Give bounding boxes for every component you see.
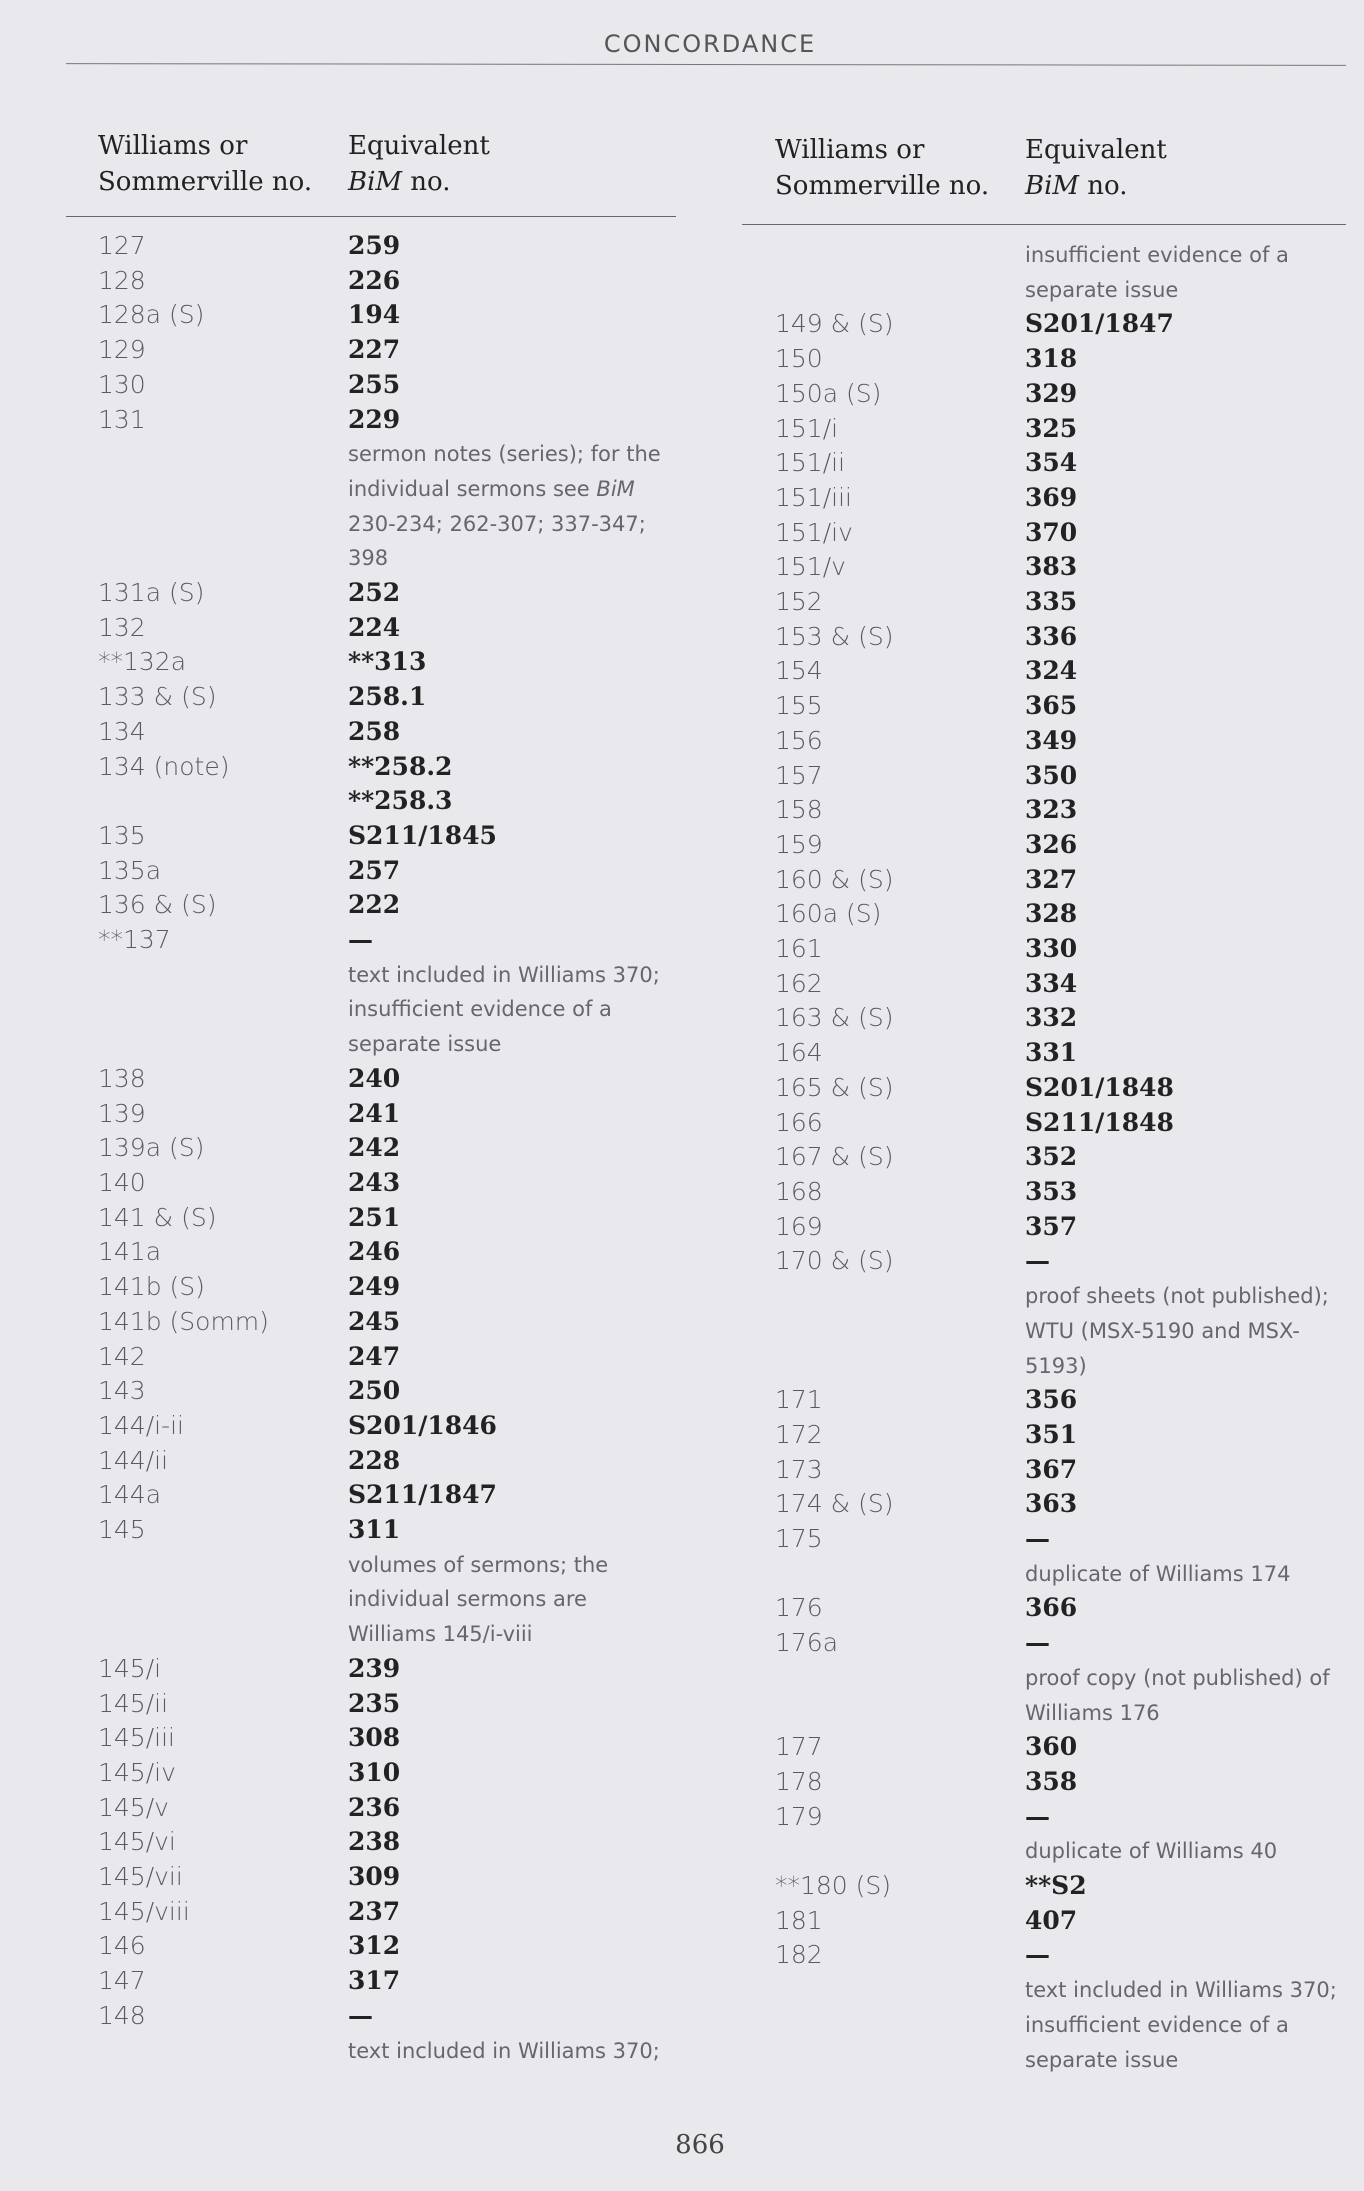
- table-row: [98, 854, 678, 889]
- table-row: [775, 689, 1355, 724]
- table-row: [98, 1270, 678, 1305]
- bim-number: 350: [1025, 760, 1078, 790]
- table-row: [98, 1235, 678, 1270]
- header-rest: no.: [402, 167, 451, 197]
- table-row: [98, 333, 678, 368]
- williams-number: **137: [98, 925, 171, 955]
- table-row: [98, 1409, 678, 1444]
- williams-header: [775, 132, 1025, 204]
- header-italic: BiM: [348, 167, 403, 197]
- williams-number: 144/i-ii: [98, 1410, 184, 1440]
- bim-number: 336: [1025, 621, 1078, 651]
- note-text: proof sheets (not published); WTU (MSX-5190 and MSX-5193): [1025, 1284, 1329, 1378]
- right-column-header: [775, 132, 1167, 204]
- table-row: [775, 1071, 1355, 1106]
- bim-number: 369: [1025, 482, 1078, 512]
- table-row: [775, 1522, 1355, 1557]
- bim-number: 245: [348, 1306, 401, 1336]
- bim-number: 327: [1025, 864, 1078, 894]
- table-row: [775, 759, 1355, 794]
- williams-number: 173: [775, 1454, 823, 1484]
- table-row: [775, 1730, 1355, 1765]
- williams-number: 155: [775, 691, 823, 721]
- williams-number: 143: [98, 1376, 146, 1406]
- williams-number: 151/ii: [775, 448, 846, 478]
- bim-header: [1025, 132, 1167, 204]
- table-row: [775, 897, 1355, 932]
- bim-number: 326: [1025, 829, 1078, 859]
- williams-number: 169: [775, 1211, 823, 1241]
- williams-number: 164: [775, 1038, 823, 1068]
- bim-number: **313: [348, 647, 427, 677]
- bim-number: 251: [348, 1202, 401, 1232]
- williams-number: 135: [98, 820, 146, 850]
- bim-number: 356: [1025, 1385, 1078, 1415]
- williams-number: 171: [775, 1385, 823, 1415]
- table-row: [775, 654, 1355, 689]
- table-row: [775, 1765, 1355, 1800]
- note-text: text included in Williams 370;: [348, 2038, 660, 2063]
- table-row: [98, 1756, 678, 1791]
- left-rows: [98, 229, 678, 2068]
- bim-header: [348, 128, 490, 200]
- bim-number: 360: [1025, 1732, 1078, 1762]
- williams-number: 172: [775, 1419, 823, 1449]
- bim-number: 246: [348, 1237, 401, 1267]
- table-row: [98, 923, 678, 958]
- table-row: [775, 863, 1355, 898]
- bim-number: —: [1025, 1801, 1050, 1831]
- williams-number: 145/v: [98, 1792, 169, 1822]
- bim-number: 224: [348, 612, 401, 642]
- bim-number: S201/1848: [1025, 1072, 1174, 1102]
- williams-number: 176a: [775, 1628, 839, 1658]
- note-italic: BiM: [596, 476, 635, 501]
- williams-number: 145/iii: [98, 1723, 175, 1753]
- table-row: [775, 1904, 1355, 1939]
- williams-number: 133 & (S): [98, 682, 217, 712]
- williams-number: 127: [98, 231, 146, 260]
- bim-number: 328: [1025, 899, 1078, 929]
- table-row: [775, 1453, 1355, 1488]
- note-text: text included in Williams 370; insufficient evidence of a separate issue: [1025, 1978, 1337, 2072]
- williams-number: 139a (S): [98, 1133, 205, 1163]
- bim-number: 236: [348, 1792, 401, 1822]
- williams-number: 159: [775, 829, 823, 859]
- williams-number: 131a (S): [98, 578, 205, 608]
- williams-number: 135a: [98, 855, 162, 885]
- table-row: [775, 516, 1355, 551]
- bim-number: **258.3: [348, 786, 453, 816]
- williams-number: 151/iv: [775, 517, 853, 547]
- williams-number: 147: [98, 1966, 146, 1996]
- bim-number: 331: [1025, 1038, 1078, 1068]
- bim-number: 194: [348, 300, 401, 330]
- table-row: [775, 724, 1355, 759]
- table-row: [98, 1478, 678, 1513]
- williams-number: [98, 784, 348, 819]
- table-row: [98, 1791, 678, 1826]
- note-post: 230-234; 262-307; 337-347; 398: [348, 511, 646, 571]
- table-row: [775, 1140, 1355, 1175]
- table-row: [98, 368, 678, 403]
- bim-number: 335: [1025, 587, 1078, 617]
- bim-number: 318: [1025, 344, 1078, 374]
- williams-number: 128: [98, 265, 146, 295]
- williams-number: 145/iv: [98, 1757, 176, 1787]
- table-row: [98, 1652, 678, 1687]
- williams-number: 132: [98, 612, 146, 642]
- table-row: [775, 481, 1355, 516]
- bim-number: 317: [348, 1966, 401, 1996]
- williams-number: **180 (S): [775, 1871, 892, 1901]
- table-row: [98, 1999, 678, 2034]
- table-row: [98, 1166, 678, 1201]
- bim-number: 240: [348, 1063, 401, 1093]
- bim-number: 259: [348, 231, 401, 260]
- williams-number: 139: [98, 1098, 146, 1128]
- williams-number: 175: [775, 1524, 823, 1554]
- williams-number: 145/vi: [98, 1827, 176, 1857]
- note-text: [98, 437, 678, 576]
- note-text: duplicate of Williams 174: [1025, 1561, 1291, 1586]
- header-italic: BiM: [1025, 171, 1080, 201]
- williams-number: 182: [775, 1940, 823, 1970]
- bim-number: S201/1847: [1025, 309, 1174, 339]
- table-row: [98, 1374, 678, 1409]
- williams-number: 140: [98, 1167, 146, 1197]
- williams-number: 141b (Somm): [98, 1306, 269, 1336]
- bim-number: 222: [348, 890, 401, 920]
- left-column-header: [98, 128, 490, 200]
- bim-number: —: [1025, 1940, 1050, 1970]
- williams-number: 163 & (S): [775, 1003, 894, 1033]
- williams-number: 177: [775, 1732, 823, 1762]
- bim-number: 257: [348, 855, 401, 885]
- table-row: [98, 1687, 678, 1722]
- bim-number: S201/1846: [348, 1410, 497, 1440]
- note-text: volumes of sermons; the individual sermons are Williams 145/i-viii: [348, 1552, 609, 1647]
- header-line: Sommerville no.: [775, 171, 990, 201]
- williams-number: 156: [775, 725, 823, 755]
- bim-number: S211/1845: [348, 820, 497, 850]
- williams-number: 131: [98, 404, 146, 434]
- table-row: [98, 750, 678, 785]
- williams-number: 144/ii: [98, 1445, 169, 1475]
- header-line: Sommerville no.: [98, 167, 313, 197]
- williams-header: [98, 128, 348, 200]
- bim-number: 323: [1025, 795, 1078, 825]
- bim-number: 226: [348, 265, 401, 295]
- table-row: [98, 645, 678, 680]
- bim-number: 258: [348, 716, 401, 746]
- bim-number: 407: [1025, 1905, 1078, 1935]
- table-row: [98, 1201, 678, 1236]
- bim-number: S211/1848: [1025, 1107, 1174, 1137]
- right-header-rule: [742, 224, 1346, 225]
- table-row: [98, 784, 678, 819]
- williams-number: 167 & (S): [775, 1142, 894, 1172]
- williams-number: 141 & (S): [98, 1202, 217, 1232]
- williams-number: 128a (S): [98, 300, 205, 330]
- note-text: insufficient evidence of a separate issue: [1025, 243, 1289, 302]
- bim-number: 229: [348, 404, 401, 434]
- williams-number: 138: [98, 1063, 146, 1093]
- running-head: CONCORDANCE: [603, 30, 817, 58]
- table-row: [98, 229, 678, 264]
- left-header-rule: [66, 216, 676, 217]
- table-row: [98, 298, 678, 333]
- table-row: [775, 1487, 1355, 1522]
- bim-number: 367: [1025, 1454, 1078, 1484]
- bim-number: 255: [348, 369, 401, 399]
- bim-number: 324: [1025, 656, 1078, 686]
- williams-number: 160 & (S): [775, 864, 894, 894]
- williams-number: 166: [775, 1107, 823, 1137]
- bim-number: **258.2: [348, 751, 453, 781]
- table-row: [98, 1721, 678, 1756]
- williams-number: 151/iii: [775, 482, 852, 512]
- table-row: [775, 1175, 1355, 1210]
- bim-number: 353: [1025, 1176, 1078, 1206]
- table-row: [98, 1513, 678, 1548]
- table-row: [98, 1895, 678, 1930]
- williams-number: 148: [98, 2000, 146, 2030]
- bim-number: 332: [1025, 1003, 1078, 1033]
- table-row: [98, 1825, 678, 1860]
- table-row: [775, 377, 1355, 412]
- table-row: [775, 967, 1355, 1002]
- left-column: [98, 128, 490, 200]
- bim-number: S211/1847: [348, 1480, 497, 1510]
- williams-number: 150a (S): [775, 378, 882, 408]
- bim-number: —: [1025, 1524, 1050, 1554]
- table-row: [775, 446, 1355, 481]
- table-row: [775, 1869, 1355, 1904]
- bim-number: —: [348, 2000, 373, 2030]
- williams-number: 157: [775, 760, 823, 790]
- williams-number: 145/ii: [98, 1688, 169, 1718]
- bim-number: 358: [1025, 1766, 1078, 1796]
- table-row: [775, 342, 1355, 377]
- williams-number: 179: [775, 1801, 823, 1831]
- header-line: [1025, 168, 1167, 204]
- table-row: [775, 1106, 1355, 1141]
- table-row: [775, 1244, 1355, 1279]
- note-text: proof copy (not published) of Williams 176: [1025, 1665, 1330, 1725]
- table-row: [775, 1418, 1355, 1453]
- note-text: text included in Williams 370; insufficient evidence of a separate issue: [348, 962, 660, 1057]
- page-number: 866: [675, 2130, 725, 2160]
- table-row: [775, 828, 1355, 863]
- table-row: [98, 1964, 678, 1999]
- bim-number: 238: [348, 1827, 401, 1857]
- table-row: [775, 307, 1355, 342]
- header-line: Equivalent: [348, 131, 490, 161]
- williams-number: 168: [775, 1176, 823, 1206]
- table-row: [98, 715, 678, 750]
- table-row: [775, 412, 1355, 447]
- table-row: [98, 819, 678, 854]
- williams-number: 145/i: [98, 1653, 162, 1683]
- top-rule: [66, 63, 1346, 66]
- note-pre: sermon notes (series); for the individual sermons see: [348, 442, 661, 501]
- williams-number: 142: [98, 1341, 146, 1371]
- bim-number: 383: [1025, 552, 1078, 582]
- bim-number: 239: [348, 1653, 401, 1683]
- williams-number: 161: [775, 934, 823, 964]
- williams-number: 136 & (S): [98, 890, 217, 920]
- bim-number: 351: [1025, 1419, 1078, 1449]
- table-row: [98, 403, 678, 438]
- table-row: [98, 1444, 678, 1479]
- table-row: [775, 1938, 1355, 1973]
- bim-number: 354: [1025, 448, 1078, 478]
- williams-number: 151/i: [775, 413, 839, 443]
- williams-number: 158: [775, 795, 823, 825]
- table-row: [775, 1001, 1355, 1036]
- table-row: [775, 585, 1355, 620]
- table-row: [775, 1036, 1355, 1071]
- williams-number: 165 & (S): [775, 1072, 894, 1102]
- bim-number: 308: [348, 1723, 401, 1753]
- williams-number: 178: [775, 1766, 823, 1796]
- table-row: [98, 264, 678, 299]
- header-line: Equivalent: [1025, 135, 1167, 165]
- williams-number: 150: [775, 344, 823, 374]
- bim-number: 312: [348, 1931, 401, 1961]
- table-row: [98, 611, 678, 646]
- williams-number: 141a: [98, 1237, 162, 1267]
- bim-number: 309: [348, 1862, 401, 1892]
- table-row: [98, 1340, 678, 1375]
- bim-number: 247: [348, 1341, 401, 1371]
- table-row: [98, 1131, 678, 1166]
- williams-number: 145: [98, 1515, 146, 1545]
- williams-number: 141b (S): [98, 1272, 205, 1302]
- bim-number: 330: [1025, 934, 1078, 964]
- table-row: [98, 1929, 678, 1964]
- bim-number: —: [1025, 1246, 1050, 1276]
- williams-number: 174 & (S): [775, 1489, 894, 1519]
- bim-number: 249: [348, 1272, 401, 1302]
- williams-number: 176: [775, 1593, 823, 1623]
- williams-number: 144a: [98, 1480, 162, 1510]
- bim-number: 243: [348, 1167, 401, 1197]
- bim-number: 366: [1025, 1593, 1078, 1623]
- table-row: [98, 1305, 678, 1340]
- williams-number: 129: [98, 335, 146, 365]
- williams-number: 154: [775, 656, 823, 686]
- bim-number: 241: [348, 1098, 401, 1128]
- table-row: [98, 576, 678, 611]
- bim-number: 235: [348, 1688, 401, 1718]
- right-rows: [775, 238, 1355, 2077]
- note-text: duplicate of Williams 40: [1025, 1839, 1278, 1864]
- williams-number: 162: [775, 968, 823, 998]
- bim-number: 334: [1025, 968, 1078, 998]
- table-row: [775, 550, 1355, 585]
- bim-number: 242: [348, 1133, 401, 1163]
- table-row: [775, 793, 1355, 828]
- williams-number: 170 & (S): [775, 1246, 894, 1276]
- bim-number: 363: [1025, 1489, 1078, 1519]
- table-row: [775, 1383, 1355, 1418]
- table-row: [775, 1210, 1355, 1245]
- header-line: Williams or: [98, 131, 248, 161]
- bim-number: 228: [348, 1445, 401, 1475]
- bim-number: 310: [348, 1757, 401, 1787]
- williams-number: 146: [98, 1931, 146, 1961]
- williams-number: 145/vii: [98, 1862, 183, 1892]
- williams-number: 145/viii: [98, 1896, 190, 1926]
- bim-number: 252: [348, 578, 401, 608]
- williams-number: 152: [775, 587, 823, 617]
- bim-number: 329: [1025, 378, 1078, 408]
- bim-number: 370: [1025, 517, 1078, 547]
- bim-number: 365: [1025, 691, 1078, 721]
- bim-number: 352: [1025, 1142, 1078, 1172]
- bim-number: **S2: [1025, 1871, 1087, 1901]
- bim-number: 237: [348, 1896, 401, 1926]
- williams-number: 149 & (S): [775, 309, 894, 339]
- bim-number: 349: [1025, 725, 1078, 755]
- bim-number: 311: [348, 1515, 401, 1545]
- williams-number: 134: [98, 716, 146, 746]
- table-row: [775, 1800, 1355, 1835]
- bim-number: 258.1: [348, 682, 427, 712]
- bim-number: 250: [348, 1376, 401, 1406]
- header-line: Williams or: [775, 135, 925, 165]
- table-row: [98, 1062, 678, 1097]
- table-row: [98, 1097, 678, 1132]
- bim-number: 357: [1025, 1211, 1078, 1241]
- williams-number: 181: [775, 1905, 823, 1935]
- table-row: [775, 932, 1355, 967]
- williams-number: 134 (note): [98, 751, 230, 781]
- williams-number: **132a: [98, 647, 187, 677]
- table-row: [98, 1860, 678, 1895]
- table-row: [98, 680, 678, 715]
- bim-number: —: [1025, 1628, 1050, 1658]
- right-column: [775, 128, 1167, 204]
- williams-number: 153 & (S): [775, 621, 894, 651]
- table-row: [98, 888, 678, 923]
- header-line: [348, 164, 490, 200]
- williams-number: 151/v: [775, 552, 846, 582]
- table-row: [775, 620, 1355, 655]
- table-row: [775, 1626, 1355, 1661]
- header-rest: no.: [1079, 171, 1128, 201]
- williams-number: 160a (S): [775, 899, 882, 929]
- williams-number: 130: [98, 369, 146, 399]
- table-row: [775, 1591, 1355, 1626]
- bim-number: 227: [348, 335, 401, 365]
- bim-number: 325: [1025, 413, 1078, 443]
- bim-number: —: [348, 925, 373, 955]
